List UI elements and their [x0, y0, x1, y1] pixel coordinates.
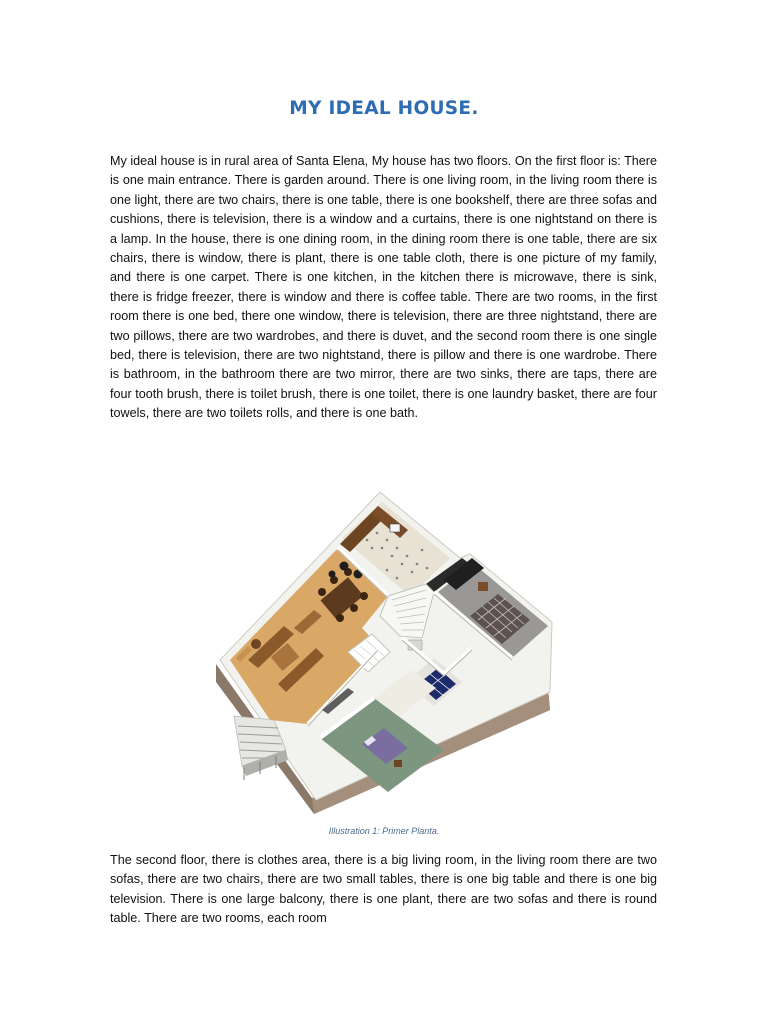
floor-plan-illustration-icon: [212, 488, 557, 818]
figure-caption: Illustration 1: Primer Planta.: [328, 826, 440, 836]
floor-plan-figure: [212, 488, 557, 818]
page-title: MY IDEAL HOUSE.: [289, 98, 479, 119]
body-paragraph-second-floor: The second floor, there is clothes area, there is a big living room, in the living room there are two sofas, there are two chairs, there are two small tables, there is one big table and there is one big television. There is one large balcony, there is one plant, there are two sofas and there is round table. There are two rooms, each room: [110, 853, 657, 926]
body-paragraph-first-floor: My ideal house is in rural area of Santa Elena, My house has two floors. On the first floor is: There is one main entrance. There is garden around. There is one living room, in the living room there is one light, there are two chairs, there is one table, there is one bookshelf, there are three sofas and cushions, there is television, there is a window and a curtains, there is one nightstand on there is a lamp. In the house, there is one dining room, in the dining room there is one table, there are six chairs, there is window, there is plant, there is one table cloth, there is one picture of my family, and there is one carpet. There is one kitchen, in the kitchen there is microwave, there is sink, there is fridge freezer, there is window and there is coffee table. There are two rooms, in the first room there is one bed, there one window, there is television, there are three nightstand, there are two pillows, there are two wardrobes, and there is duvet, and the second room there is one single bed, there is television, there are two nightstand, there is pillow and there is one wardrobe. There is bathroom, in the bathroom there are two mirror, there are two sinks, there are taps, there are four tooth brush, there is toilet brush, there is one toilet, there is one laundry basket, there are four towels, there are two toilets rolls, and there is one bath.: [110, 154, 657, 421]
